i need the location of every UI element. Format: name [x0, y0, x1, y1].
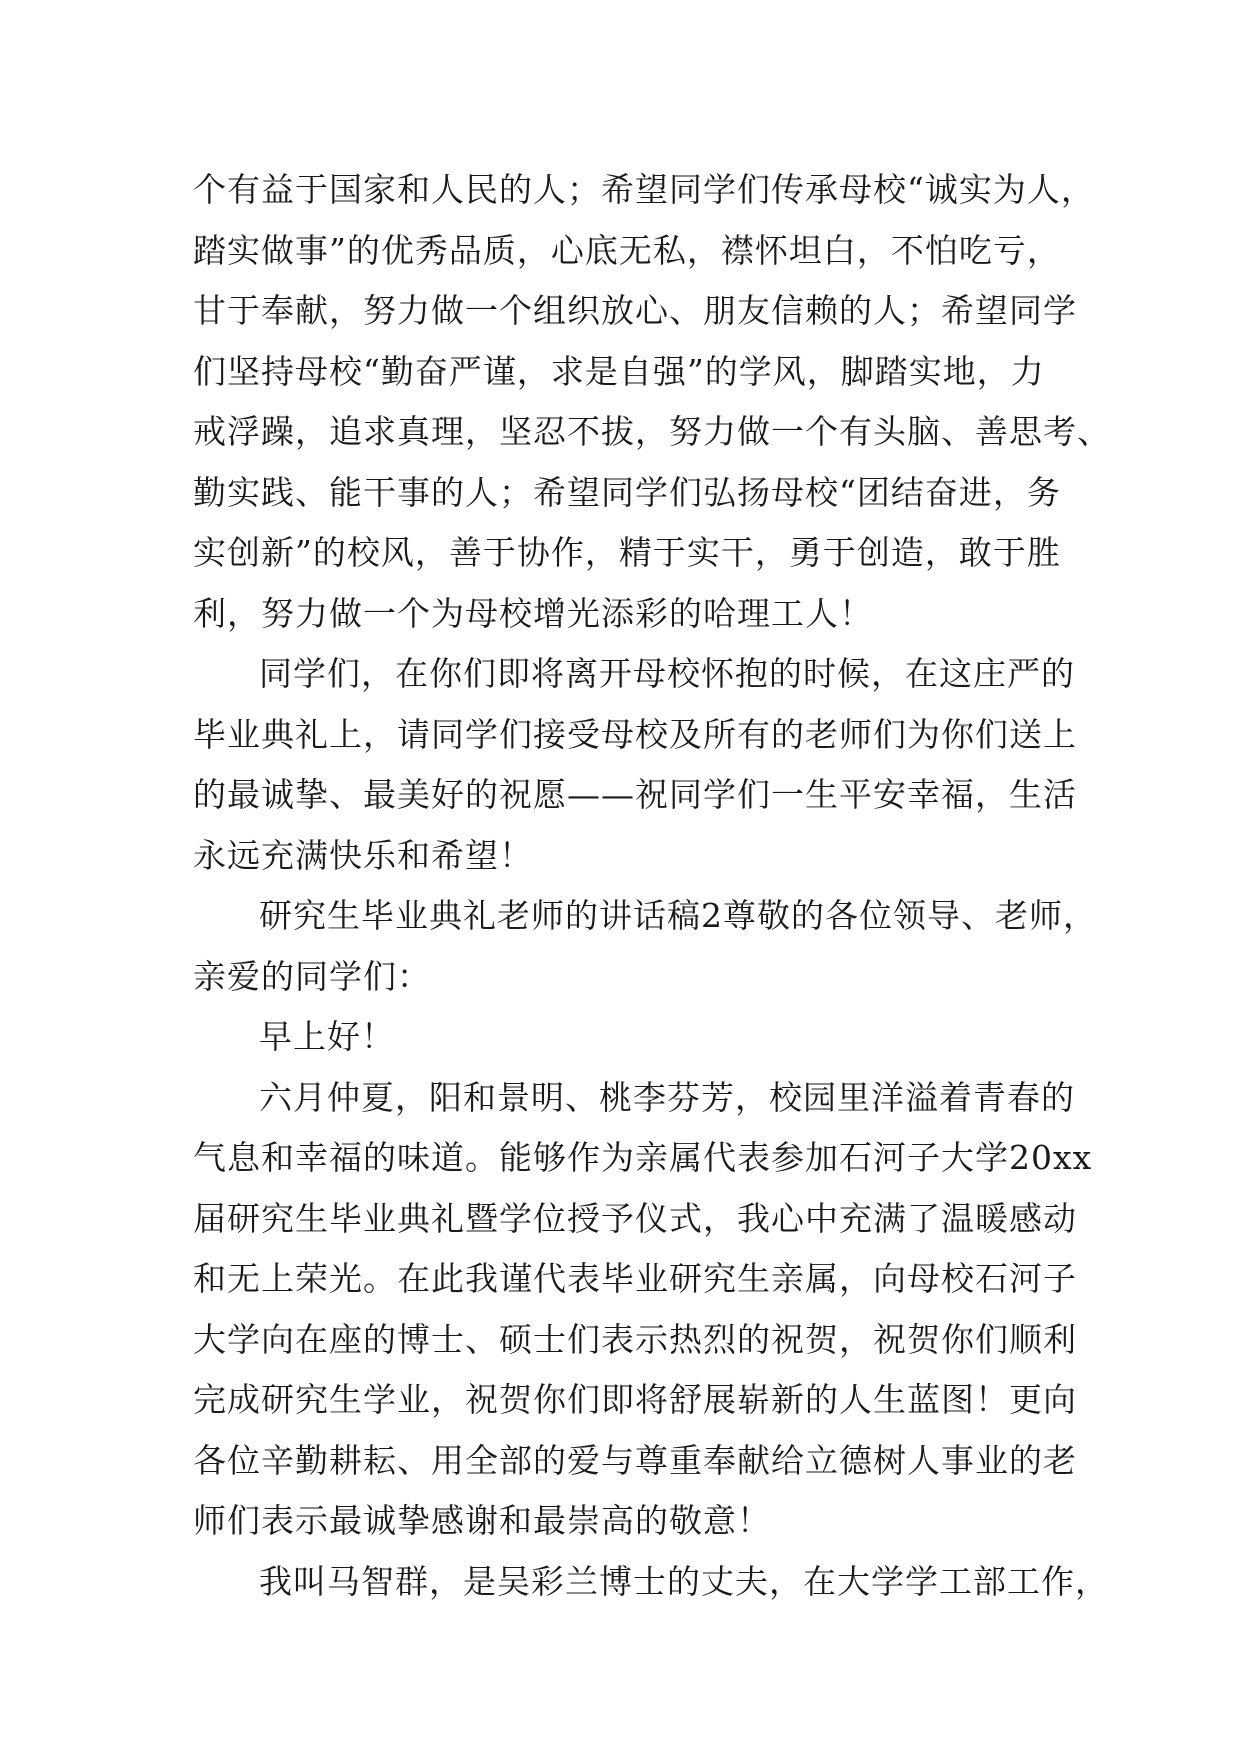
text-line: 亲爱的同学们： — [193, 956, 431, 996]
text-line: 毕业典礼上，请同学们接受母校及所有的老师们为你们送上 — [193, 714, 1077, 754]
text-line: 的最诚挚、最美好的祝愿——祝同学们一生平安幸福，生活 — [193, 775, 1077, 814]
text-line: 甘于奉献，努力做一个组织放心、朋友信赖的人；希望同学 — [193, 291, 1077, 330]
text-line: 大学向在座的博士、硕士们表示热烈的祝贺，祝贺你们顺利 — [193, 1319, 1077, 1359]
text-line: 师们表示最诚挚感谢和最崇高的敬意！ — [193, 1501, 771, 1540]
text-line: 届研究生毕业典礼暨学位授予仪式，我心中充满了温暖感动 — [193, 1198, 1077, 1238]
document-body — [193, 160, 1111, 1612]
text-line: 勤实践、能干事的人；希望同学们弘扬母校“团结奋进，务 — [193, 472, 1061, 512]
text-line: 们坚持母校“勤奋严谨，求是自强”的学风，脚踏实地，力 — [193, 351, 1045, 391]
paragraph-start-line: 同学们，在你们即将离开母校怀抱的时候，在这庄严的 — [259, 654, 1075, 693]
text-line: 各位辛勤耕耘、用全部的爱与尊重奉献给立德树人事业的老 — [193, 1440, 1077, 1480]
text-line: 个有益于国家和人民的人；希望同学们传承母校“诚实为人， — [193, 170, 1095, 209]
paragraph-start-line: 研究生毕业典礼老师的讲话稿2尊敬的各位领导、老师， — [259, 896, 1097, 935]
greeting-line: 早上好！ — [259, 1017, 395, 1056]
text-line: 完成研究生学业，祝贺你们即将舒展崭新的人生蓝图！更向 — [193, 1380, 1077, 1419]
text-line: 利，努力做一个为母校增光添彩的哈理工人！ — [193, 593, 873, 633]
paragraph-start-line: 我叫马智群，是吴彩兰博士的丈夫，在大学学工部工作， — [259, 1561, 1109, 1601]
text-line: 和无上荣光。在此我谨代表毕业研究生亲属，向母校石河子 — [193, 1259, 1077, 1298]
text-line: 永远充满快乐和希望！ — [193, 835, 533, 875]
text-line: 气息和幸福的味道。能够作为亲属代表参加石河子大学20xx — [193, 1138, 1093, 1177]
text-line: 实创新”的校风，善于协作，精于实干，勇于创造，敢于胜 — [193, 533, 1061, 572]
paragraph-start-line: 六月仲夏，阳和景明、桃李芬芳，校园里洋溢着青春的 — [259, 1077, 1075, 1117]
text-line: 踏实做事”的优秀品质，心底无私，襟怀坦白，不怕吃亏， — [193, 230, 1061, 270]
text-line: 戒浮躁，追求真理，坚忍不拔，努力做一个有头脑、善思考、 — [193, 412, 1111, 451]
